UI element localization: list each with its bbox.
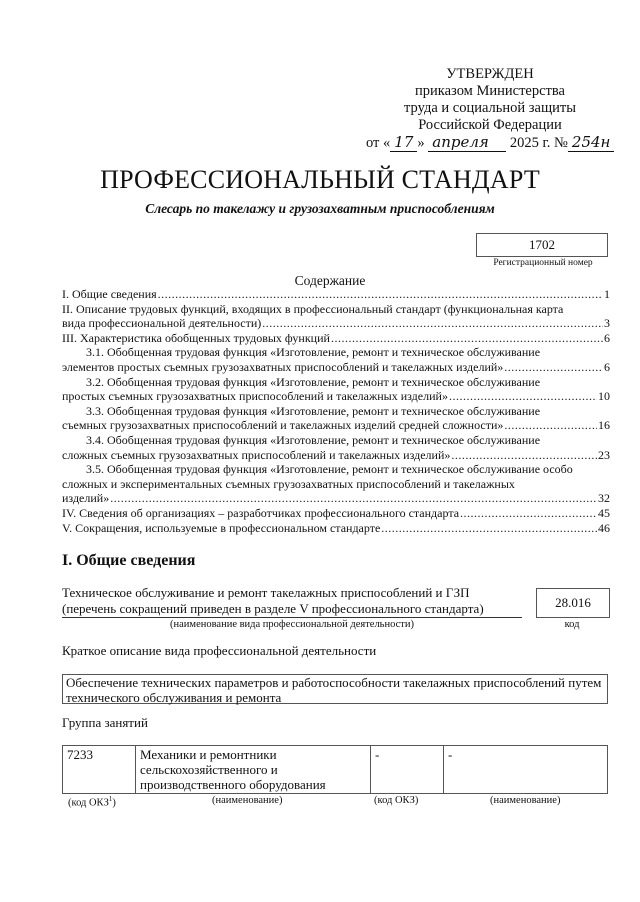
approval-line-1: УТВЕРЖДЕН <box>446 66 534 82</box>
document-title: ПРОФЕССИОНАЛЬНЫЙ СТАНДАРТ <box>100 165 540 194</box>
toc-item[interactable]: 3.4. Обобщенная трудовая функция «Изготовление, ремонт и техническое обслуживание сложных съемных грузозахватных приспособлений и такелажных изделий» ..... 23 <box>62 433 610 462</box>
approval-date-line <box>366 134 610 152</box>
occupation-group-label: Группа занятий <box>62 715 148 730</box>
approval-line-3: труда и социальной защиты <box>404 100 576 116</box>
registration-number-box: 1702 <box>476 233 608 257</box>
handwritten-month: апреля <box>428 134 506 152</box>
occupation-name-caption: (наименование) <box>212 795 283 806</box>
brief-description-label: Краткое описание вида профессиональной деятельности <box>62 643 377 658</box>
date-mid: » <box>417 135 425 151</box>
toc-title: Содержание <box>294 273 366 288</box>
occupation-name-cell-2: - <box>444 746 608 794</box>
activity-kind-line-2: (перечень сокращений приведен в разделе V профессионального стандарта) <box>62 601 484 616</box>
registration-number-label: Регистрационный номер <box>493 258 593 268</box>
toc-item[interactable]: 3.1. Обобщенная трудовая функция «Изготовление, ремонт и техническое обслуживание элементов простых съемных грузозахватных приспособлений и такелажных изделий» ..... 6 <box>62 345 610 374</box>
activity-kind <box>62 585 522 617</box>
approval-block <box>366 66 611 152</box>
approval-line-2: приказом Министерства <box>415 83 565 99</box>
toc-item[interactable]: IV. Сведения об организациях – разработчиках профессионального стандарта ..... 45 <box>62 506 610 521</box>
toc-item[interactable]: II. Описание трудовых функций, входящих в профессиональный стандарт (функциональная карта вида профессиональной деятельности) ..... 3 <box>62 302 610 331</box>
occupation-table <box>62 745 608 794</box>
okz-code-cell-2: - <box>371 746 444 794</box>
table-row <box>63 746 608 794</box>
brief-description-box: Обеспечение технических параметров и работоспособности такелажных приспособлений путем технического обслуживания и ремонта <box>62 674 608 704</box>
toc-item[interactable]: III. Характеристика обобщенных трудовых функций ..... 6 <box>62 331 610 346</box>
activity-kind-caption: (наименование вида профессиональной деятельности) <box>170 619 414 630</box>
toc-item[interactable]: 3.2. Обобщенная трудовая функция «Изготовление, ремонт и техническое обслуживание простых съемных грузозахватных приспособлений и такелажных изделий» ..... 10 <box>62 375 610 404</box>
handwritten-day: 17 <box>390 134 417 152</box>
activity-kind-line-1: Техническое обслуживание и ремонт такелажных приспособлений и ГЗП <box>62 585 470 600</box>
activity-kind-underline <box>62 617 522 618</box>
occupation-name-line: Механики и ремонтники <box>140 747 277 762</box>
document-subtitle: Слесарь по такелажу и грузозахватным приспособлениям <box>145 201 495 216</box>
date-prefix: от « <box>366 135 391 151</box>
approval-line-4: Российской Федерации <box>418 117 562 133</box>
activity-code-caption: код <box>564 619 580 630</box>
occupation-name-line: производственного оборудования <box>140 777 326 792</box>
occupation-name-cell <box>136 746 371 794</box>
toc-item[interactable]: I. Общие сведения ..... 1 <box>62 287 610 302</box>
occupation-name-line: сельскохозяйственного и <box>140 762 278 777</box>
occupation-name-caption-2: (наименование) <box>490 795 561 806</box>
okz-code-caption-2: (код ОКЗ) <box>374 795 419 806</box>
handwritten-number: 254н <box>568 134 615 152</box>
okz-code-cell: 7233 <box>63 746 136 794</box>
toc-item[interactable]: 3.3. Обобщенная трудовая функция «Изготовление, ремонт и техническое обслуживание съемных грузозахватных приспособлений и такелажных изделий средней сложности» ..... 16 <box>62 404 610 433</box>
okz-code-caption: (код ОКЗ$^1$) <box>68 795 116 809</box>
date-year: 2025 г. № <box>509 135 568 151</box>
section-heading: I. Общие сведения <box>62 552 196 569</box>
toc-item[interactable]: V. Сокращения, используемые в профессиональном стандарте ..... 46 <box>62 521 610 536</box>
table-of-contents <box>62 287 610 535</box>
toc-item[interactable]: 3.5. Обобщенная трудовая функция «Изготовление, ремонт и техническое обслуживание особо сложных и экспериментальных съемных грузозахватных приспособлений и такелажных изделий» ..... 32 <box>62 462 610 506</box>
activity-code-box: 28.016 <box>536 588 610 618</box>
